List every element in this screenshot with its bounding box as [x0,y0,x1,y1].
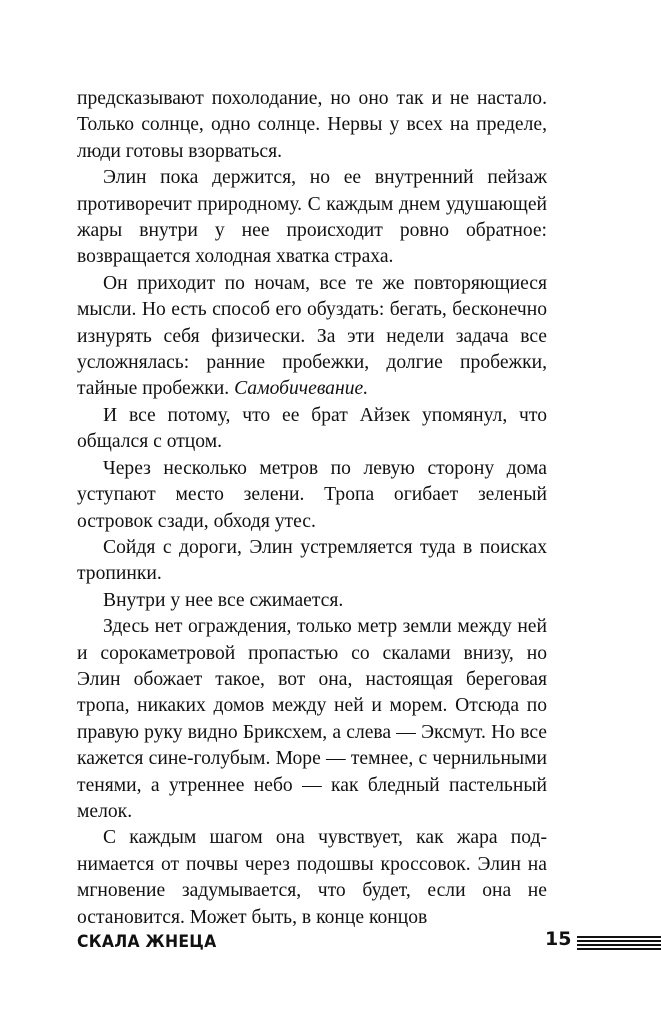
paragraph-9: С каждым шагом она чувствует, как жара поднимается от почвы через подошвы кроссовок. Элин на мгновение задумывается, что будет, если она не остановится. Может быть, в конце концов [77,827,547,928]
rule-line [577,948,661,950]
rule-line [577,936,661,938]
rule-line [577,944,661,946]
paragraph-4: И все потому, что ее брат Айзек упомянул, что общался с отцом. [77,404,547,453]
paragraph-3 [77,271,547,403]
page-number: 15 [545,928,572,950]
paragraph-5: Через несколько метров по левую сторону дома уступают место зелени. Тропа огибает зеленый островок сзади, обходя утес. [77,457,547,532]
paragraph-8: Здесь нет ограждения, только метр земли между ней и сорокаметровой пропастью со скалами внизу, но Элин обожает такое, вот она, настоящая береговая тропа, никаких домов между ней и морем. Отсюда по правую руку видно Бриксхем, а слева — Эксмут. Но все кажется сине-голубым. Море — темнее, с чернильными тенями, а утреннее небо — как бледный пастельный мелок. [77,616,547,822]
page-footer [77,928,661,958]
paragraph-6: Сойдя с дороги, Элин устремляется туда в поисках тропинки. [77,536,547,585]
running-title: СКАЛА ЖНЕЦА [77,932,217,952]
body-text [77,86,547,931]
paragraph-2: Элин пока держится, но ее внутренний пейзаж противоречит природному. С каждым днем удушающей жары внутри у нее происходит ровно обратное: возвращается холодная хватка страха. [77,167,547,268]
footer-rule-lines [577,936,661,952]
italic-phrase: Самобичевание. [234,378,369,400]
rule-line [577,940,661,942]
paragraph-1: предсказывают похолодание, но оно так и не настало. Только солнце, одно солнце. Нервы у всех на пределе, люди готовы взорваться. [77,88,547,162]
paragraph-7: Внутри у нее все сжимается. [103,589,344,611]
paragraph-3-text: Он приходит по ночам, все те же повторяющиеся мысли. Но есть способ его обуздать: бегать, бесконечно изнурять себя физически. За эти недели задача все усложнялась: ранние пробежки, долгие пробежки, тайные пробежки. [77,272,547,400]
